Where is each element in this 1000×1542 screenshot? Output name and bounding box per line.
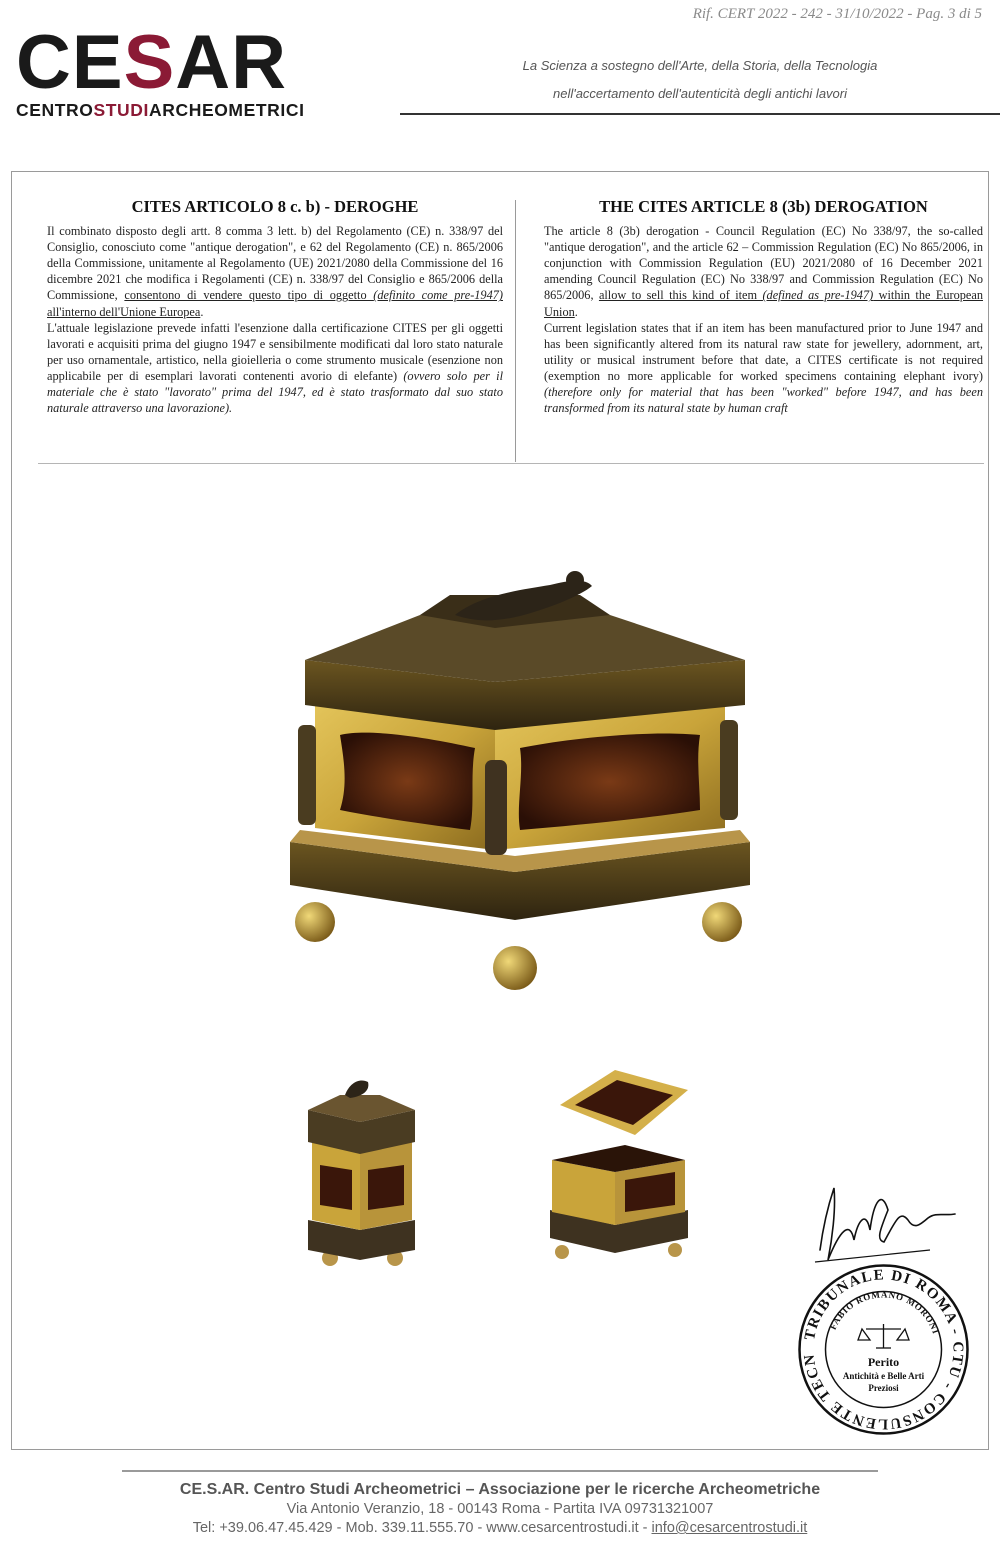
logo-ar: AR (175, 20, 288, 105)
stamp-name: FABIO ROMANO MORONI (827, 1289, 942, 1336)
casket-photo-open (540, 1060, 700, 1265)
english-p1-text: The article 8 (3b) derogation - Council Regulation (EC) No 338/97, the so-called "antique derogation", and the article 62 – Commission Regulation (EC) No 865/2006, in conjunction with Commission Regulation (EU) 2021/2080 of 16 December 2021 amending Council Regulation (EC) No 338/97 and Commission Regulation (EC) No 865/2006, (544, 224, 983, 303)
italian-paragraph-2 (47, 320, 503, 417)
italian-column (47, 199, 503, 416)
italian-paragraph-1 (47, 223, 503, 320)
italian-p1-u2: all'interno dell'Unione Europea (47, 304, 201, 319)
logo-sub-archeo: ARCHEOMETRICI (149, 100, 305, 120)
logo-ce: CE (16, 20, 124, 105)
court-expert-stamp (796, 1262, 971, 1437)
casket-open-illustration (540, 1060, 700, 1265)
english-p1-u1: allow to sell this kind of item (598, 288, 763, 303)
italian-p1-u1: consentono di vendere questo tipo di oggetto (124, 288, 374, 303)
text-section-divider (38, 463, 984, 464)
italian-heading: CITES ARTICOLO 8 c. b) - DEROGHE (131, 197, 419, 216)
document-reference: Rif. CERT 2022 - 242 - 31/10/2022 - Pag. 3 di 5 (692, 6, 982, 22)
english-paragraph-2 (544, 320, 983, 417)
scales-icon (858, 1324, 909, 1348)
english-heading: THE CITES ARTICLE 8 (3b) DEROGATION (599, 197, 928, 216)
english-p2-italic: (therefore only for material that has been "worked" before 1947, and has been transformed from its natural state by human craft (544, 385, 983, 416)
column-divider (515, 200, 516, 462)
english-p1-underlined (544, 288, 983, 318)
tagline-line-2: nell'accertamento dell'autenticità degli antichi lavori (552, 86, 848, 101)
english-column (544, 199, 983, 416)
footer-organization: CE.S.AR. Centro Studi Archeometrici – Associazione per le ricerche Archeometriche (179, 1481, 821, 1498)
english-p2-text: Current legislation states that if an item has been manufactured prior to June 1947 and has been significantly altered from its natural raw state for jewellery, adornment, art, utility or musical instrument before that date, a CITES certificate is not required (exemption no more applicable for worked specimens containing elephant ivory) (544, 320, 983, 383)
italian-p1-text: Il combinato disposto degli artt. 8 comma 3 lett. b) del Regolamento (CE) n. 338/97 del Consiglio, conosciuto come "antique derogation", e 62 del Regolamento (CE) n. 865/2006 della Commissione, unitamente al Regolamento (UE) 2021/2080 della Commissione del 16 dicembre 2021 che modifica i Regolamenti (CE) n. 338/97 del Consiglio e 865/2006 della Commissione, (47, 224, 503, 303)
italian-p2-text: L'attuale legislazione prevede infatti l'esenzione dalla certificazione CITES per gli oggetti lavorati e acquisiti prima del giugno 1947 e sensibilmente modificati dal loro stato naturale per uso ornamentale, artistico, nella gioielleria o come strumento musicale (esenzione non applicabile per di esemplari lavorati contenenti avorio di elefante) (47, 320, 503, 383)
logo-sub-centro: CENTRO (16, 100, 94, 120)
casket-main-illustration (280, 560, 770, 1000)
header-divider (400, 113, 1000, 115)
logo-sub-studi: STUDI (93, 100, 149, 120)
english-paragraph-1 (544, 223, 983, 320)
italian-p2-italic: (ovvero solo per il materiale che è stato "lavorato" prima del 1947, ed è stato trasformato dal suo stato naturale attraverso una lavorazione). (47, 368, 503, 416)
stamp-ring-text: TRIBUNALE DI ROMA - CTU - CONSULENTE TECN (801, 1267, 966, 1432)
casket-photo-main (280, 560, 770, 1000)
stamp-spec-1: Antichità e Belle Arti (842, 1371, 925, 1381)
footer-divider (122, 1470, 878, 1472)
italian-p1-u-italic: (definito come pre-1947) (373, 288, 503, 303)
stamp-seal (796, 1262, 971, 1437)
logo-subtitle (16, 100, 366, 121)
casket-photo-closed (290, 1070, 430, 1270)
stamp-spec-2: Preziosi (868, 1383, 899, 1393)
stamp-role: Perito (867, 1355, 900, 1369)
cesar-logo (16, 20, 366, 121)
english-p1-u-italic: (defined as pre-1947) (762, 288, 874, 303)
english-p1-end: . (574, 304, 578, 319)
footer-phone-web: Tel: +39.06.47.45.429 - Mob. 339.11.555.70 - www.cesarcentrostudi.it - (192, 1520, 652, 1536)
tagline-line-1: La Scienza a sostegno dell'Arte, della Storia, della Tecnologia (522, 58, 878, 73)
logo-s: S (123, 20, 176, 105)
casket-closed-illustration (290, 1070, 430, 1270)
english-p1-u2: within the European Union (544, 288, 983, 319)
footer-email-link[interactable]: info@cesarcentrostudi.it (651, 1520, 808, 1536)
footer-contacts (0, 1520, 1000, 1536)
logo-wordmark (16, 20, 366, 105)
italian-p1-end: . (200, 304, 204, 319)
footer-address: Via Antonio Veranzio, 18 - 00143 Roma - Partita IVA 09731321007 (286, 1501, 714, 1517)
